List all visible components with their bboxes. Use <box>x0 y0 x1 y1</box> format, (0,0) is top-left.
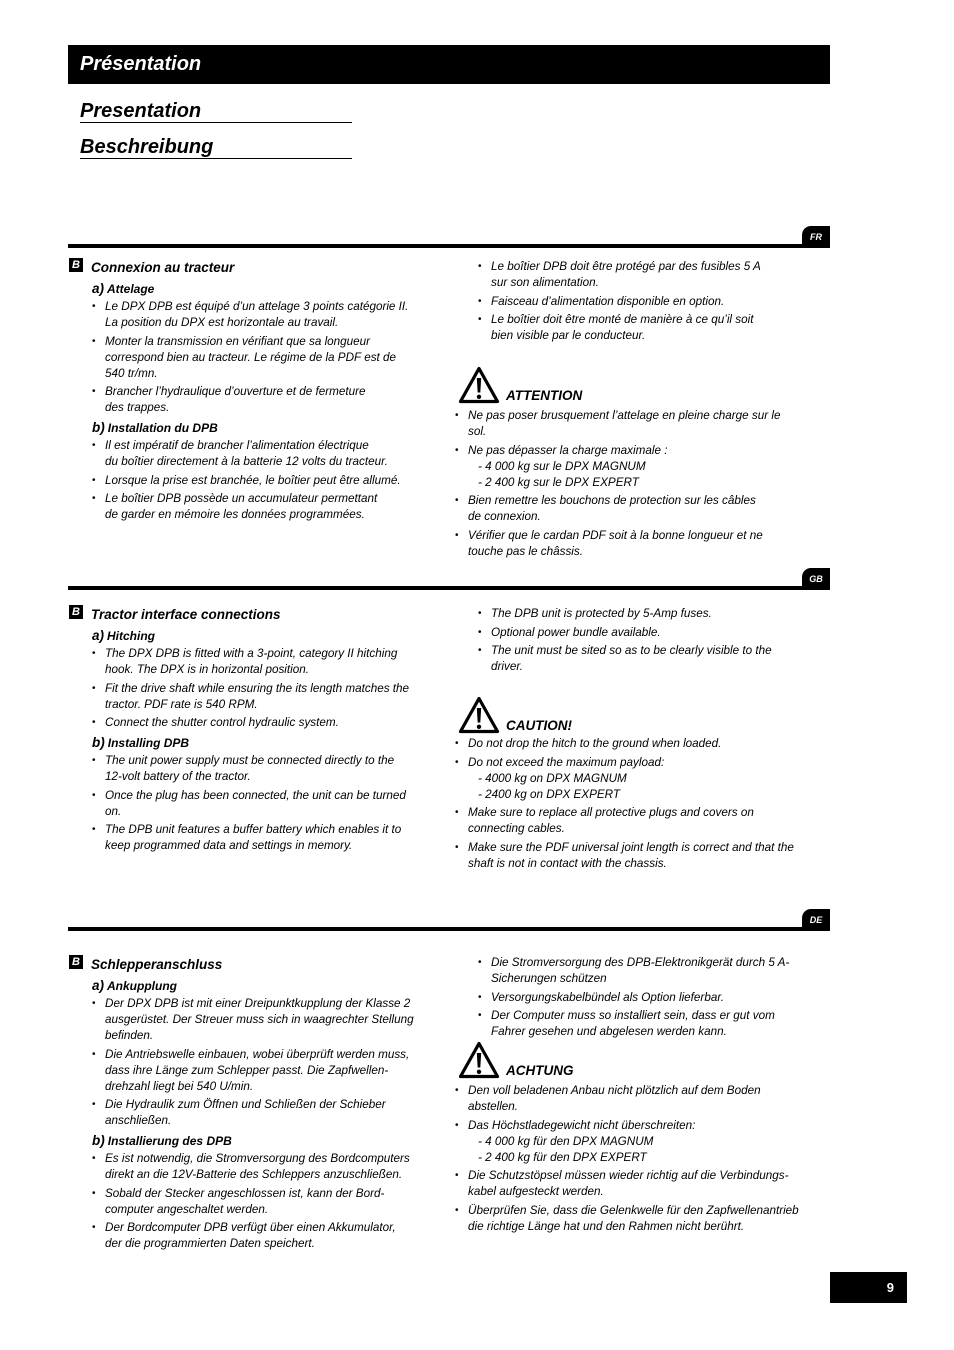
warning-triangle-icon <box>458 1041 500 1079</box>
list-item <box>455 805 825 837</box>
section-heading-text: Connexion au tracteur <box>91 260 235 275</box>
list-item <box>92 822 432 854</box>
subsection-label: a) <box>92 281 105 296</box>
left-column <box>72 956 432 1252</box>
list-item <box>478 1008 838 1040</box>
list-item-text: • Do not exceed the maximum payload: <box>468 755 665 769</box>
right-bullet-list <box>478 259 838 344</box>
list-item <box>455 493 825 525</box>
list-item <box>478 990 838 1006</box>
list-item-text: • Le boîtier doit être monté de manière à ce qu’il soit bien visible par le conducteur. <box>491 313 754 342</box>
warning-list <box>455 408 825 560</box>
list-item-text: • Die Antriebswelle einbauen, wobei überprüft werden muss, dass ihre Länge zum Schlepper passt. Die Zapfwellen- drehzahl liegt bei 540 U/min. <box>105 1047 410 1093</box>
page-number: 9 <box>830 1272 907 1303</box>
list-item-text: • Der Bordcomputer DPB verfügt über einen Akkumulator, der die programmierten Daten speichert. <box>105 1221 396 1250</box>
list-item <box>92 1047 432 1095</box>
list-item-text: • Brancher l’hydraulique d’ouverture et de fermeture des trappes. <box>105 385 366 414</box>
list-item <box>92 491 432 523</box>
warning-list <box>455 1083 825 1235</box>
list-item-text: • Versorgungskabelbündel als Option lieferbar. <box>491 990 725 1004</box>
warning-title: CAUTION! <box>506 718 572 733</box>
section-heading <box>72 259 432 276</box>
list-item <box>478 625 838 641</box>
subsection-heading <box>92 1133 432 1149</box>
list-item-text: • Sobald der Stecker angeschlossen ist, kann der Bord- computer angeschaltet werden. <box>105 1186 385 1216</box>
list-item-text: • Bien remettre les bouchons de protection sur les câbles de connexion. <box>468 494 756 523</box>
list-item-text: • Optional power bundle available. <box>491 625 661 639</box>
list-item <box>92 996 432 1044</box>
list-item-text: • Once the plug has been connected, the unit can be turned on. <box>105 788 406 818</box>
list-item <box>455 1083 825 1115</box>
list-item <box>455 1118 825 1166</box>
list-item-text: • Monter la transmission en vérifiant que sa longueur correspond bien au tracteur. Le régime de la PDF est de 540 tr/mn. <box>105 334 397 380</box>
language-badge: DE <box>802 909 830 931</box>
list-item-text: • Das Höchstladegewicht nicht überschreiten: <box>468 1118 696 1132</box>
list-sub-item: - 4000 kg on DPX MAGNUM <box>478 771 627 785</box>
section-rule <box>68 244 830 248</box>
list-sub-item: - 2 400 kg sur le DPX EXPERT <box>478 475 639 489</box>
list-item-text: • Make sure to replace all protective plugs and covers on connecting cables. <box>468 806 754 835</box>
list-item <box>92 1220 432 1252</box>
section-marker-icon: B <box>69 258 83 272</box>
list-sub-item: - 2400 kg on DPX EXPERT <box>478 787 621 801</box>
list-item <box>92 646 432 678</box>
list-item-text: • The unit must be sited so as to be clearly visible to the driver. <box>491 644 772 673</box>
bullet-list <box>92 646 432 731</box>
list-item <box>478 606 838 622</box>
list-item-text: • Vérifier que le cardan PDF soit à la bonne longueur et ne touche pas le châssis. <box>468 528 763 558</box>
list-item <box>455 1168 825 1200</box>
section-heading-text: Schlepperanschluss <box>91 957 223 972</box>
warning-triangle-icon <box>458 366 500 404</box>
list-item-text: • Den voll beladenen Anbau nicht plötzlich auf dem Boden abstellen. <box>468 1084 761 1113</box>
subsection-label: b) <box>92 420 105 435</box>
list-item-text: • The DPX DPB is fitted with a 3-point, category II hitching hook. The DPX is in horizontal position. <box>105 647 398 676</box>
list-item <box>455 528 825 560</box>
list-item <box>455 1203 825 1235</box>
subsection-title: Installierung des DPB <box>107 1134 232 1148</box>
bullet-list <box>92 299 432 416</box>
right-bullet-list <box>478 955 838 1040</box>
section-heading <box>72 956 432 973</box>
list-item-text: • Der Computer muss so installiert sein, dass er gut vom Fahrer gesehen und abgelesen werden kann. <box>491 1009 775 1038</box>
warning-heading <box>455 696 655 736</box>
language-badge: GB <box>802 568 830 590</box>
subsection-label: a) <box>92 628 105 643</box>
left-column <box>72 606 432 854</box>
list-item <box>92 299 432 331</box>
list-item <box>478 259 838 291</box>
list-item <box>478 643 838 675</box>
warning-list <box>455 736 825 872</box>
subsection-title: Ankupplung <box>107 979 177 993</box>
list-item <box>455 408 825 440</box>
subsection-label: b) <box>92 735 105 750</box>
list-item <box>92 788 432 820</box>
list-item-text: • Ne pas dépasser la charge maximale : <box>468 443 668 457</box>
list-item <box>478 294 838 310</box>
list-item-text: • The unit power supply must be connected directly to the 12-volt battery of the tractor. <box>105 754 395 783</box>
bullet-list <box>92 753 432 854</box>
list-item-text: • Le DPX DPB est équipé d’un attelage 3 points catégorie II. La position du DPX est horizontale au travail. <box>105 300 409 329</box>
list-item <box>478 312 838 344</box>
subsection-title: Attelage <box>107 282 155 296</box>
list-item <box>455 755 825 803</box>
list-item-text: • Es ist notwendig, die Stromversorgung des Bordcomputers direkt an die 12V-Batterie des Schleppers anzuschließen. <box>105 1152 410 1181</box>
list-item-text: • Fit the drive shaft while ensuring the its length matches the tractor. PDF rate is 540 RPM. <box>105 681 410 711</box>
list-sub-item: - 2 400 kg für den DPX EXPERT <box>478 1150 647 1164</box>
warning-title: ATTENTION <box>506 388 583 403</box>
list-item-text: • Der DPX DPB ist mit einer Dreipunktkupplung der Klasse 2 ausgerüstet. Der Streuer muss sich in waagrechter Stellung befinden. <box>105 997 414 1042</box>
list-item-text: • The DPB unit is protected by 5-Amp fuses. <box>491 607 712 620</box>
list-sub-item: - 4 000 kg für den DPX MAGNUM <box>478 1134 654 1148</box>
bullet-list <box>92 996 432 1129</box>
list-item-text: • Die Hydraulik zum Öffnen und Schließen der Schieber anschließen. <box>105 1098 386 1127</box>
list-item-text: • Do not drop the hitch to the ground when loaded. <box>468 737 722 750</box>
subsection-label: a) <box>92 978 105 993</box>
right-bullet-list <box>478 606 838 675</box>
subsection-title: Installing DPB <box>107 736 190 750</box>
list-sub-item: - 4 000 kg sur le DPX MAGNUM <box>478 459 646 473</box>
list-item-text: • Le boîtier DPB possède un accumulateur permettant de garder en mémoire les données programmées. <box>105 492 378 521</box>
warning-title: ACHTUNG <box>506 1063 574 1078</box>
subtitle-english: Presentation <box>80 100 352 123</box>
section-rule <box>68 927 830 931</box>
list-item-text: • Connect the shutter control hydraulic system. <box>105 716 339 729</box>
left-column <box>72 259 432 523</box>
section-heading <box>72 606 432 623</box>
subsection-title: Installation du DPB <box>107 421 218 435</box>
subsection-heading <box>92 420 432 436</box>
list-item <box>455 736 825 752</box>
list-item <box>92 753 432 785</box>
list-item-text: • The DPB unit features a buffer battery which enables it to keep programmed data and settings in memory. <box>105 823 402 852</box>
list-item <box>455 443 825 491</box>
section-marker-icon: B <box>69 955 83 969</box>
section-rule <box>68 586 830 590</box>
list-item <box>478 955 838 987</box>
list-item <box>455 840 825 872</box>
page-header-bar: Présentation <box>68 45 830 84</box>
list-item-text: • Die Stromversorgung des DPB-Elektronikgerät durch 5 A- Sicherungen schützen <box>491 956 790 985</box>
bullet-list <box>92 1151 432 1252</box>
subsection-heading <box>92 978 432 994</box>
list-item-text: • Ne pas poser brusquement l’attelage en pleine charge sur le sol. <box>468 409 781 438</box>
subtitle-german: Beschreibung <box>80 136 352 159</box>
subsection-heading <box>92 628 432 644</box>
language-badge: FR <box>802 226 830 248</box>
section-marker-icon: B <box>69 605 83 619</box>
list-item-text: • Überprüfen Sie, dass die Gelenkwelle für den Zapfwellenantrieb die richtige Länge hat und den Rahmen nicht berührt. <box>468 1203 799 1233</box>
list-item-text: • Die Schutzstöpsel müssen wieder richtig auf die Verbindungs- kabel aufgesteckt werden. <box>468 1169 789 1198</box>
list-item <box>92 334 432 382</box>
list-item-text: • Lorsque la prise est branchée, le boîtier peut être allumé. <box>105 473 401 487</box>
list-item <box>92 1097 432 1129</box>
warning-triangle-icon <box>458 696 500 734</box>
bullet-list <box>92 438 432 523</box>
subsection-heading <box>92 735 432 751</box>
list-item <box>92 1151 432 1183</box>
list-item <box>92 438 432 470</box>
list-item-text: • Make sure the PDF universal joint length is correct and that the shaft is not in contact with the chassis. <box>468 840 794 870</box>
subsection-label: b) <box>92 1133 105 1148</box>
subsection-title: Hitching <box>107 629 156 643</box>
subsection-heading <box>92 281 432 297</box>
warning-heading <box>455 1041 655 1081</box>
section-heading-text: Tractor interface connections <box>91 607 281 622</box>
list-item <box>92 681 432 713</box>
list-item <box>92 384 432 416</box>
list-item-text: • Il est impératif de brancher l’alimentation électrique du boîtier directement à la batterie 12 volts du tracteur. <box>105 439 388 468</box>
list-item <box>92 715 432 731</box>
warning-heading <box>455 366 655 406</box>
list-item <box>92 1186 432 1218</box>
list-item <box>92 473 432 489</box>
list-item-text: • Le boîtier DPB doit être protégé par des fusibles 5 A sur son alimentation. <box>491 260 761 289</box>
list-item-text: • Faisceau d’alimentation disponible en option. <box>491 294 725 308</box>
